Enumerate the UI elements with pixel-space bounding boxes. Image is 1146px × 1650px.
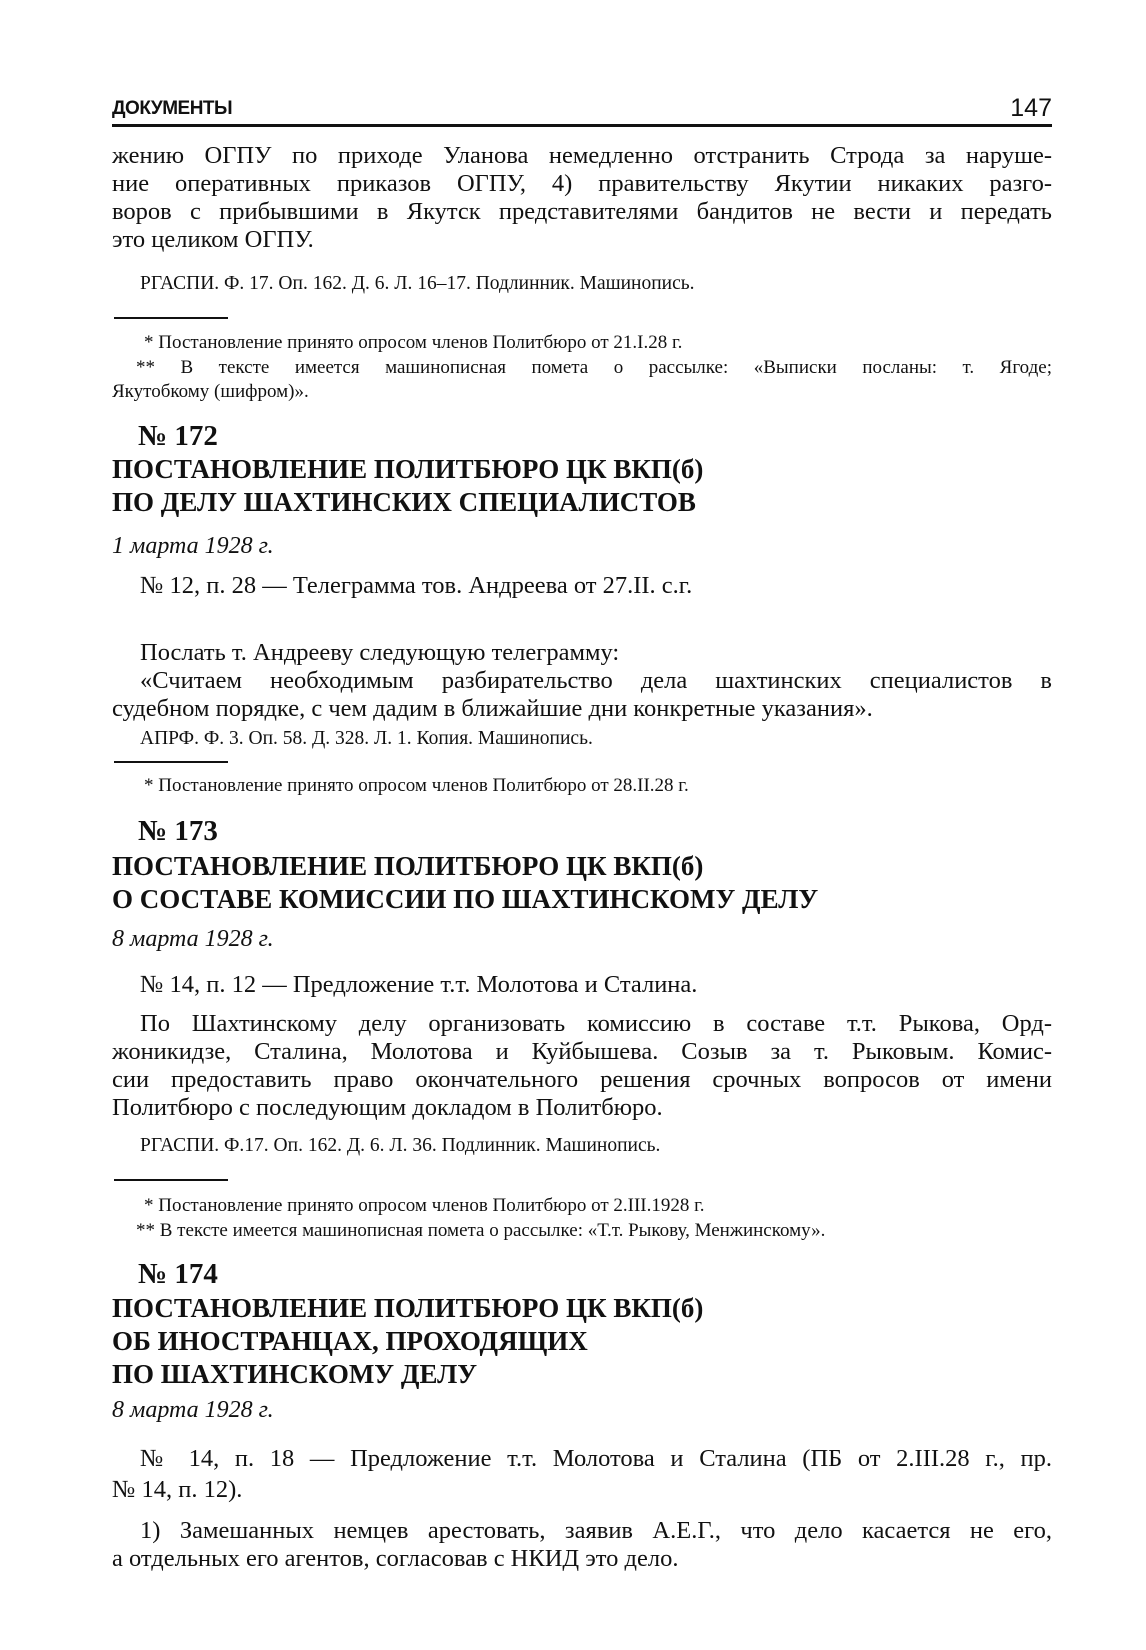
document-number: № 174 (138, 1258, 218, 1290)
title-line: ОБ ИНОСТРАНЦАХ, ПРОХОДЯЩИХ (112, 1326, 588, 1356)
document-title (112, 1292, 1052, 1391)
footnote-divider (114, 1179, 228, 1181)
protocol-reference (112, 1443, 1052, 1505)
text-line: № 14, п. 12). (112, 1476, 243, 1503)
title-line: ПО ШАХТИНСКОМУ ДЕЛУ (112, 1359, 478, 1389)
document-body (112, 639, 1052, 723)
footnote-divider (114, 317, 228, 319)
intro-paragraph (112, 142, 1052, 254)
title-line: ПОСТАНОВЛЕНИЕ ПОЛИТБЮРО ЦК ВКП(б) (112, 1293, 704, 1323)
footnotes (112, 774, 1052, 799)
archive-source: РГАСПИ. Ф. 17. Оп. 162. Д. 6. Л. 16–17. Подлинник. Машинопись. (140, 273, 695, 294)
footnotes (112, 1194, 1052, 1243)
document-number: № 172 (138, 420, 218, 452)
text-line: сии предоставить право окончательного решения срочных вопросов от имени (112, 1066, 1052, 1093)
text-line: это целиком ОГПУ. (112, 226, 314, 253)
document-body (112, 1517, 1052, 1573)
running-header (112, 96, 1052, 127)
footnote: * Постановление принято опросом членов Политбюро от 28.II.28 г. (144, 775, 689, 796)
text-line: ние оперативных приказов ОГПУ, 4) правительству Якутии никаких разго- (112, 170, 1052, 197)
protocol-reference: № 12, п. 28 — Телеграмма тов. Андреева от 27.II. с.г. (140, 572, 693, 599)
archive-source: АПРФ. Ф. 3. Оп. 58. Д. 328. Л. 1. Копия. Машинопись. (140, 728, 593, 749)
title-line: ПО ДЕЛУ ШАХТИНСКИХ СПЕЦИАЛИСТОВ (112, 487, 696, 517)
document-title (112, 850, 1052, 916)
document-number: № 173 (138, 815, 218, 847)
text-line: 1) Замешанных немцев арестовать, заявив А.Е.Г., что дело касается не его, (140, 1517, 1052, 1544)
footnote: * Постановление принято опросом членов Политбюро от 21.I.28 г. (144, 332, 683, 353)
footnote: Якутобкому (шифром)». (112, 381, 309, 402)
section-title: ДОКУМЕНТЫ (112, 98, 233, 119)
text-line: а отдельных его агентов, согласовав с НКИД это дело. (112, 1545, 679, 1572)
document-body (112, 1010, 1052, 1122)
text-line: Политбюро с последующим докладом в Политбюро. (112, 1094, 663, 1121)
title-line: О СОСТАВЕ КОМИССИИ ПО ШАХТИНСКОМУ ДЕЛУ (112, 884, 819, 914)
document-title (112, 453, 1052, 519)
document-date: 8 марта 1928 г. (112, 926, 274, 952)
title-line: ПОСТАНОВЛЕНИЕ ПОЛИТБЮРО ЦК ВКП(б) (112, 851, 704, 881)
title-line: ПОСТАНОВЛЕНИЕ ПОЛИТБЮРО ЦК ВКП(б) (112, 454, 704, 484)
document-date: 1 марта 1928 г. (112, 533, 274, 559)
text-line: «Считаем необходимым разбирательство дела шахтинских специалистов в (140, 667, 1052, 694)
text-line: Послать т. Андрееву следующую телеграмму: (140, 639, 620, 666)
protocol-reference: № 14, п. 12 — Предложение т.т. Молотова и Сталина. (140, 971, 698, 998)
footnotes (112, 331, 1052, 405)
text-line: судебном порядке, с чем дадим в ближайшие дни конкретные указания». (112, 695, 873, 722)
footnote: ** В тексте имеется машинописная помета о рассылке: «Т.т. Рыкову, Менжинскому». (136, 1219, 826, 1241)
text-line: жоникидзе, Сталина, Молотова и Куйбышева. Созыв за т. Рыковым. Комис- (112, 1038, 1052, 1065)
footnote-divider (114, 761, 228, 763)
text-line: По Шахтинскому делу организовать комиссию в составе т.т. Рыкова, Орд- (140, 1010, 1052, 1037)
text-line: жению ОГПУ по приходе Уланова немедленно отстранить Строда за наруше- (112, 142, 1052, 169)
text-line: воров с прибывшими в Якутск представителями бандитов не вести и передать (112, 198, 1052, 225)
page-number: 147 (1010, 94, 1052, 122)
text-line: № 14, п. 18 — Предложение т.т. Молотова и Сталина (ПБ от 2.III.28 г., пр. (140, 1445, 1052, 1472)
document-date: 8 марта 1928 г. (112, 1397, 274, 1423)
archive-source: РГАСПИ. Ф.17. Оп. 162. Д. 6. Л. 36. Подлинник. Машинопись. (140, 1135, 661, 1156)
footnote: ** В тексте имеется машинописная помета о рассылке: «Выписки посланы: т. Ягоде; (136, 356, 1052, 378)
footnote: * Постановление принято опросом членов Политбюро от 2.III.1928 г. (144, 1195, 705, 1216)
